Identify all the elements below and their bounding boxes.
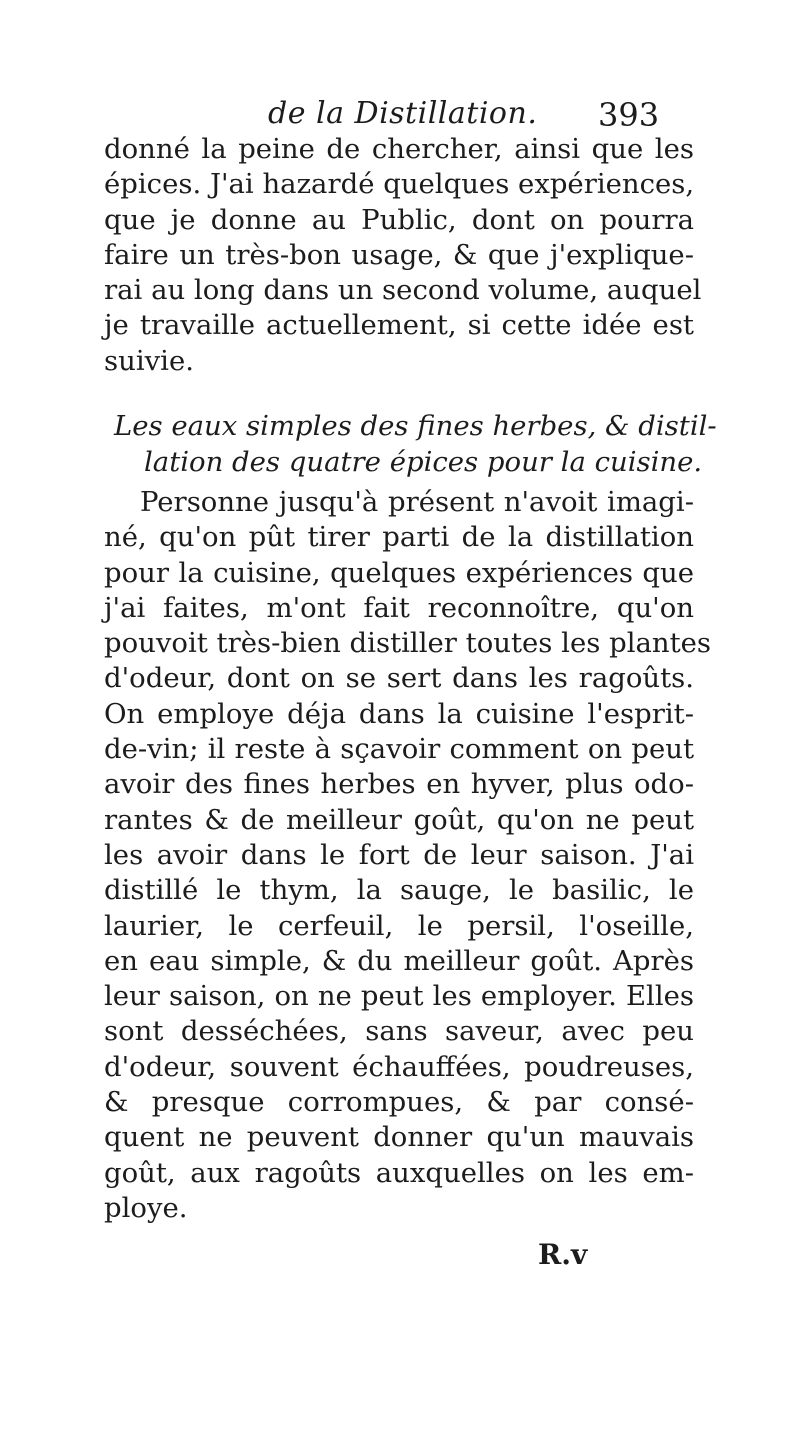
heading-line: Les eaux simples des fines herbes, & distil- xyxy=(114,410,717,442)
text-line: ploye. xyxy=(104,1191,188,1224)
page-number: 393 xyxy=(598,96,660,134)
text-line: épices. J'ai hazardé quelques expériences, xyxy=(104,168,695,201)
text-line: donné la peine de chercher, ainsi que les xyxy=(104,133,694,165)
text-line: suivie. xyxy=(104,344,194,377)
text-line: sont desséchées, sans saveur, avec peu xyxy=(104,1015,694,1048)
running-title: de la Distillation. xyxy=(268,96,538,131)
text-line: les avoir dans le fort de leur saison. J'ai xyxy=(104,838,694,871)
text-line: faire un très-bon usage, & que j'explique- xyxy=(104,238,694,271)
paragraph-body xyxy=(104,485,712,1226)
text-line: de-vin; il reste à sçavoir comment on peut xyxy=(104,733,694,766)
text-line: On employe déja dans la cuisine l'esprit- xyxy=(104,697,694,730)
text-line: pour la cuisine, quelques expériences que xyxy=(104,556,694,589)
text-line: avoir des fines herbes en hyver, plus odo- xyxy=(104,768,694,801)
text-line: Personne jusqu'à présent n'avoit imagi- xyxy=(140,486,694,518)
text-line: d'odeur, souvent échauffées, poudreuses, xyxy=(104,1050,694,1083)
text-line: né, qu'on pût tirer parti de la distillation xyxy=(104,521,694,554)
text-line: laurier, le cerfeuil, le persil, l'oseille, xyxy=(104,909,694,942)
text-line: d'odeur, dont on se sert dans les ragoûts. xyxy=(104,662,694,695)
text-line: en eau simple, & du meilleur goût. Après xyxy=(104,944,694,977)
text-line: pouvoit très-bien distiller toutes les plantes xyxy=(104,627,712,660)
text-line: leur saison, on ne peut les employer. Elles xyxy=(104,980,694,1013)
text-line: distillé le thym, la sauge, le basilic, le xyxy=(104,874,694,907)
heading-line: lation des quatre épices pour la cuisine. xyxy=(144,446,703,478)
paragraph-continuation xyxy=(104,132,702,379)
text-line: rantes & de meilleur goût, qu'on ne peut xyxy=(104,803,694,836)
section-heading xyxy=(114,408,717,480)
text-line: goût, aux ragoûts auxquelles on les em- xyxy=(104,1156,694,1189)
text-line: quent ne peuvent donner qu'un mauvais xyxy=(104,1121,694,1154)
catchword: R.v xyxy=(538,1238,588,1271)
text-line: je travaille actuellement, si cette idée est xyxy=(104,309,694,342)
text-line: rai au long dans un second volume, auquel xyxy=(104,274,702,307)
text-line: & presque corrompues, & par consé- xyxy=(104,1086,694,1119)
text-line: que je donne au Public, dont on pourra xyxy=(104,203,694,236)
text-line: j'ai faites, m'ont fait reconnoître, qu'on xyxy=(104,591,694,624)
